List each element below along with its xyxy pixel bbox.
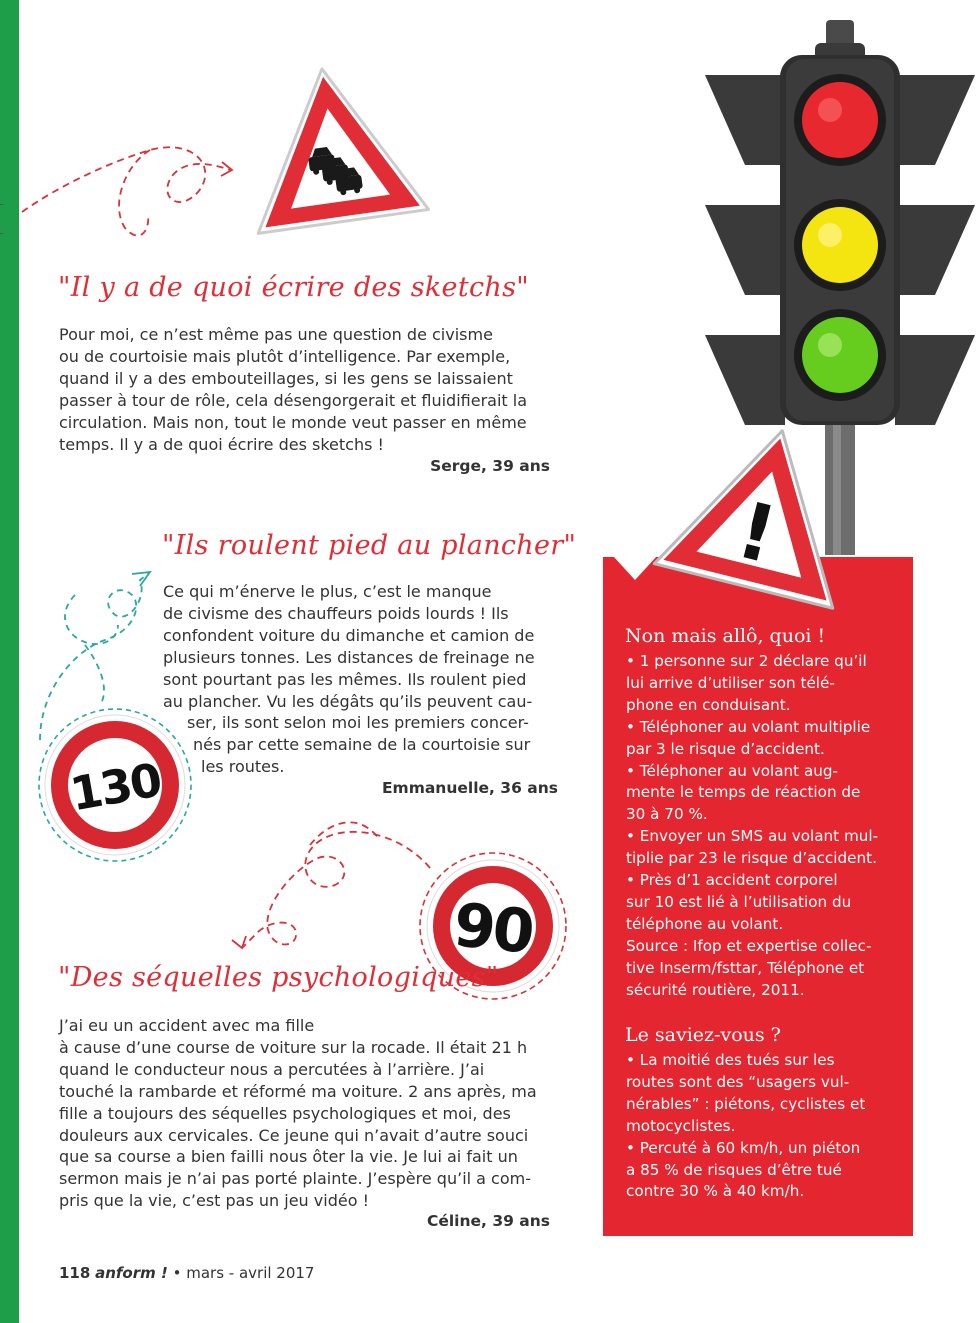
exclamation-mark: ! <box>728 485 785 582</box>
exclamation-warning-sign <box>660 420 865 605</box>
footer-separator: • <box>167 1264 187 1282</box>
yellow-light-icon <box>802 207 878 283</box>
sidebar-facts: • 1 personne sur 2 déclare qu’il lui arrive d’utiliser son télé- phone en conduisant. • Téléphoner au volant multiplie par 3 le risque d’accident. • Téléphoner au volant aug- mente le temps de réaction de 30 à 70 %. • Envoyer un SMS au volant mul- tiplie par 23 le risque d’accident. • Près d’1 accident corporel sur 10 est lié à l’utilisation du téléphone au volant. Source : Ifop et expertise collec- tive Inserm/fsttar, Téléphone et sécurité routière, 2011. <box>626 652 879 999</box>
speed-130-label: 130 <box>66 752 165 822</box>
red-light-icon <box>802 82 878 158</box>
sidebar-facts: • La moitié des tués sur les routes sont des “usagers vul- nérables” : piétons, cyclistes et motocyclistes. • Percuté à 60 km/h, un piéton a 85 % de risques d’être tué contre 30 % à 40 km/h. <box>626 1051 866 1201</box>
page-footer <box>59 1264 314 1282</box>
testimonial-text: J’ai eu un accident avec ma fille à cause d’une course de voiture sur la rocade. Il était 21 h quand le conducteur nous a percutées à l’arrière. J’ai touché la rambarde et réformé ma voiture. 2 ans après, ma fille a toujours des séquelles psychologiques et moi, des douleurs aux cervicales. Ce jeune qui n’avait d’autre souci que sa course a bien failli nous ôter la vie. Je lui ai fait un sermon mais je n’ai pas porté plainte. J’espère qu’il a com- pris que la vie, c’est pas un jeu vidéo ! <box>59 1016 537 1211</box>
testimonial-title: "Des séquelles psychologiques" <box>58 962 499 993</box>
testimonial-text: Ce qui m’énerve le plus, c’est le manque de civisme des chauffeurs poids lourds ! Ils confondent voiture du dimanche et camion de plusieurs tonnes. Les distances de freinage ne sont pourtant pas les mêmes. Ils roulent pied au plancher. Vu les dégâts qu’ils peuvent cau- ser, ils sont selon moi les premiers concer- nés par cette semaine de la courtoisie sur les routes. <box>163 582 535 777</box>
page-number: 118 <box>59 1264 91 1282</box>
testimonial-title: "Ils roulent pied au plancher" <box>162 530 577 561</box>
testimonial-author: Serge, 39 ans <box>430 457 550 475</box>
testimonial-author: Emmanuelle, 36 ans <box>381 779 558 797</box>
green-light-icon <box>802 317 878 393</box>
testimonial-text: Pour moi, ce n’est même pas une question de civisme ou de courtoisie mais plutôt d’intelligence. Par exemple, quand il y a des embouteillages, si les gens se laissaient passer à tour de rôle, cela désengorgerait et fluidifierait la circulation. Mais non, tout le monde veut passer en même temps. Il y a de quoi écrire des sketchs ! <box>59 325 528 454</box>
box-notch <box>603 556 663 582</box>
speed-90-label: 90 <box>450 890 535 968</box>
traffic-jam-warning-sign <box>243 62 428 242</box>
issue-date: mars - avril 2017 <box>186 1264 315 1282</box>
sidebar-heading: Le saviez-vous ? <box>625 1024 781 1046</box>
testimonial-title: "Il y a de quoi écrire des sketchs" <box>58 272 529 303</box>
magazine-name: anform ! <box>95 1264 168 1282</box>
testimonial-author: Céline, 39 ans <box>426 1212 550 1230</box>
sidebar-heading: Non mais allô, quoi ! <box>625 625 826 647</box>
